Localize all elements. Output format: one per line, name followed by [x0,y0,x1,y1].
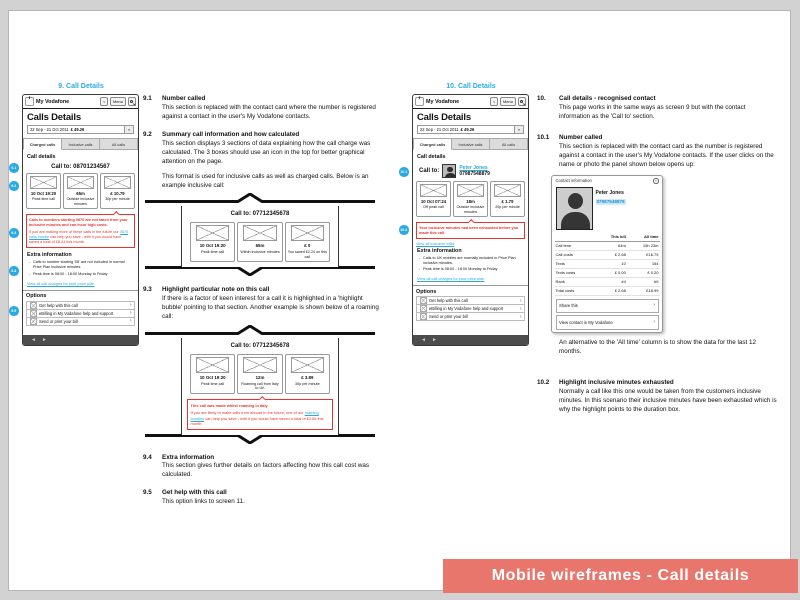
dropdown-caret-icon: ▾ [514,126,523,133]
highlight-bubble: This call was made whilst roaming in Italy If you are likely to make calls from abroad in the future, one of our roaming bundles can help you save - with it you would have saved a total of £2.56 this month. [187,399,333,430]
contact-name-link[interactable]: Peter Jones [459,165,488,171]
phone-header [413,95,528,109]
summary-box-duration: 12m Roaming call from Italy to UK [237,354,282,395]
menu-button[interactable]: Menu [110,97,125,106]
summary-box-duration: 18m Outside inclusive minutes [453,181,488,217]
back-button[interactable]: < [100,97,109,106]
image-placeholder-icon [196,357,229,373]
annotation-9-2: 9.2 Summary call information and how calculated This section displays 3 sections of data explaining how the call charge was calculated. The 3 boxes should use an icon in the top for better graphical attention on the page. This format is used for inclusive calls as well as charged calls. Below is an example inclusive call: [143,130,371,189]
period-label: 22 Sep - 21 Oct 2011 [420,127,459,132]
call-summary-boxes [23,173,138,209]
thumbnail-placeholder-icon [420,297,427,304]
call-to-number: Call to: 08701234567 [51,164,110,170]
callout-marker-10-2: 10.2 [399,225,409,235]
phone-nav-bar [413,335,528,345]
summary-box-duration: 65m Within inclusive minutes [237,222,282,263]
extra-information: Extra information - Calls to number starting '08' are not included in normal Price Plan inclusive minutes. - Peak time is 08:00 - 18:00 Monday to Friday [23,248,138,276]
period-label: 22 Sep - 21 Oct 2011 [30,127,69,132]
thumbnail-placeholder-icon [30,302,37,309]
contact-number-link[interactable]: 07987548879 [596,198,625,204]
section-title: Call details [27,154,56,160]
summary-box-cost: £ 1.79 20p per minute [490,181,525,217]
view-charges-link[interactable]: View all call charges for your price plan [417,276,485,282]
option-ebilling-help[interactable]: eBilling in My Vodafone help and support › [26,309,135,318]
search-icon [520,100,523,103]
option-get-help[interactable]: Get help with this call › [416,296,525,305]
thumbnail-placeholder-icon [420,313,427,320]
callout-marker-9-2: 9.2 [9,181,19,191]
option-send-print-bill[interactable]: Send or print your bill › [26,317,135,326]
contact-stats-table: This bill All time Call time 64m 15h 23m Call costs £ 2.68 £16.79 Texts 10 154 Texts costs £ 0.00 £ 0.20 Rank #4 #9 Total costs £ 2.68 £16.99 [555,233,660,296]
image-placeholder-icon [291,225,324,241]
table-row: Call time 64m 15h 23m [555,242,660,251]
nav-forward-icon[interactable]: ► [431,337,437,343]
slide-title-banner: Mobile wireframes - Call details [443,559,798,593]
torn-edge-top [145,193,375,204]
callout-marker-9-3: 9.3 [9,228,19,238]
phone-wireframe-screen-10 [412,94,529,346]
call-to-number: Call to: 07712345678 [230,211,290,218]
summary-box-cost: £ 10.79 30p per minute [100,173,135,209]
section-title: Call details [417,154,446,160]
image-placeholder-icon [243,357,276,373]
phone-header [23,95,138,109]
page-title: Calls Details [27,112,81,123]
alt-note: An alternative to the 'All time' column is to show the data for the last 12 months. [559,339,757,355]
annotation-9-5: 9.5 Get help with this call This option links to screen 11. [143,489,245,506]
summary-box-cost: £ 3.89 30p per minute [285,354,330,395]
app-title: My Vodafone [426,98,460,105]
chevron-right-icon: › [653,318,655,325]
period-amount: £ 49.26 [70,127,85,132]
nav-back-icon[interactable]: ◄ [421,337,426,343]
annotation-10-1: 10.1 Number called This section is replaced with the contact card as the number is registered against a contact in the user's My Vodafone contacts. If the user clicks on the name or photo the panel shown below opens up: [537,133,774,168]
share-this-button[interactable]: Share this › [556,299,659,313]
image-placeholder-icon [494,184,521,197]
summary-box-duration: 65m Outside inclusive minutes [63,173,98,209]
image-placeholder-icon [420,184,447,197]
billing-period-selector[interactable] [417,125,524,134]
extra-item: - Peak time is 08:00 - 18:00 Monday to Friday [29,272,134,277]
annotation-9-1: 9.1 Number called This section is replaced with the contact card where the number is registered against a contact in the user's My Vodafone contacts. [143,95,376,120]
example-roaming-call [145,325,375,447]
phone-wireframe-screen-9 [22,94,139,346]
chevron-right-icon: › [129,302,132,309]
annotation-10-2: 10.2 Highlight inclusive minutes exhausted Normally a call like this one would be taken from the customers inclusive minutes. In this scenario their inclusive minutes have been exhausted which is why the highlight points to the duration box. [537,378,777,413]
contact-information-card [551,175,663,333]
app-title: My Vodafone [36,98,70,105]
options-section: Options Get help with this call › eBilling in My Vodafone help and support › Send or print your bill › [23,290,138,326]
tab-charged-calls[interactable]: Charged calls [23,138,62,150]
chevron-right-icon: › [519,313,522,320]
chevron-right-icon: › [653,302,655,309]
view-inclusive-calls-link[interactable]: View all inclusive calls [416,241,455,247]
extra-item: - Calls to number starting '08' are not included in normal Price Plan inclusive minutes. [29,260,134,270]
summary-box-cost: £ 0 You saved £2.24 on this call [285,222,330,263]
vodafone-logo-icon: ’ [25,97,34,106]
image-placeholder-icon [243,225,276,241]
view-charges-link[interactable]: View all call charges for your price plan [27,280,95,286]
callout-marker-9-4: 9.4 [9,266,19,276]
thumbnail-placeholder-icon [30,310,37,317]
billing-period-selector[interactable] [27,125,134,134]
contact-photo[interactable] [442,164,456,178]
image-placeholder-icon [104,176,131,189]
callout-marker-10-1: 10.1 [399,167,409,177]
view-contact-button[interactable]: View contact in My Vodafone › [556,315,659,329]
chevron-right-icon: › [519,297,522,304]
page-title: Calls Details [417,112,471,123]
close-icon[interactable]: × [654,178,657,184]
image-placeholder-icon [457,184,484,197]
image-placeholder-icon [67,176,94,189]
period-amount: £ 49.26 [460,127,475,132]
contact-photo [556,187,593,230]
option-get-help[interactable]: Get help with this call › [26,301,135,310]
image-placeholder-icon [30,176,57,189]
annotations-screen-9 [143,95,381,516]
calls-tabs [413,138,528,150]
thumbnail-placeholder-icon [420,305,427,312]
nav-back-icon[interactable]: ◄ [31,337,36,343]
summary-box-date: 10 Oct 19:20 Peak time call [190,222,235,263]
search-icon [130,100,133,103]
option-send-print-bill[interactable]: Send or print your bill › [416,312,525,321]
search-button[interactable] [128,97,137,106]
table-row: Texts 10 154 [555,260,660,269]
summary-box-date: 10 Oct 19:20 Peak time call [26,173,61,209]
summary-box-date: 10 Oct 07:24 Off peak call [416,181,451,217]
callout-marker-9-1: 9.1 [9,163,19,173]
screen-10-title: 10. Call Details [446,83,496,90]
annotation-9-4: 9.4 Extra information This section gives further details on factors affecting how this call cost was calculated. [143,453,370,479]
screen-9-title: 9. Call Details [58,83,104,90]
nav-forward-icon[interactable]: ► [41,337,47,343]
extra-information: Extra information - Calls to UK mobiles are normally included in Price Plan inclusive minutes. - Peak time is 08:00 - 18:00 Monday to Friday [413,246,528,272]
search-button[interactable] [518,97,527,106]
image-placeholder-icon [291,357,324,373]
vodafone-logo-icon: ’ [415,97,424,106]
options-section: Options Get help with this call › eBilling in My Vodafone help and support › Send or print your bill › [413,285,528,321]
tab-inclusive-calls[interactable]: Inclusive calls [62,138,100,150]
call-to-number: Call to: 07712345678 [230,343,290,350]
contact-number: 07987548879 [459,171,490,177]
annotations-screen-10 [537,95,778,424]
call-summary-boxes [413,181,528,217]
call-to-contact: Call to: Peter Jones 07987548879 [413,162,528,181]
extra-item: - Peak time is 08:00 - 18:00 Monday to Friday [419,267,524,272]
example-inclusive-call [145,193,375,280]
tab-charged-calls[interactable]: Charged calls [413,138,452,150]
chevron-right-icon: › [129,318,132,325]
menu-button[interactable]: Menu [500,97,515,106]
chevron-right-icon: › [129,310,132,317]
dropdown-caret-icon: ▾ [124,126,133,133]
card-title: Contact information [555,178,592,184]
annotation-9-3: 9.3 Highlight particular note on this call If there is a factor of keen interest for a call it is highlighted in a 'highlight bubble' pointing to that section. Another example is shown below of a roaming call: [143,286,379,321]
table-row: Texts costs £ 0.00 £ 0.20 [555,269,660,278]
extra-item: - Calls to UK mobiles are normally included in Price Plan inclusive minutes. [419,256,524,266]
chevron-right-icon: › [519,305,522,312]
image-placeholder-icon [196,225,229,241]
back-button[interactable]: < [490,97,499,106]
thumbnail-placeholder-icon [30,318,37,325]
calls-tabs [23,138,138,150]
phone-nav-bar [23,335,138,345]
option-ebilling-help[interactable]: eBilling in My Vodafone help and support › [416,304,525,313]
highlight-bubble: Calls to numbers starting 0870 are not taken from your inclusive minutes and can incur high costs. If you are making more of these calls in the future our 0870 calls bundle can help you save - with it you would have saved a total of £8.24 this month. [26,214,135,248]
tab-inclusive-calls[interactable]: Inclusive calls [452,138,490,150]
tab-all-calls[interactable]: All calls [100,138,138,150]
table-row: Total costs £ 2.68 £16.99 [555,287,660,296]
table-row: Call costs £ 2.68 £16.79 [555,251,660,260]
callout-marker-9-5: 9.5 [9,306,19,316]
annotation-10: 10. Call details - recognised contact This page works in the same ways as screen 9 but with the contact information as the 'Call to' section. [537,95,746,120]
torn-edge-top [145,325,375,336]
contact-name: Peter Jones [595,190,624,197]
summary-box-date: 10 Oct 19:20 Peak time call [190,354,235,395]
tab-all-calls[interactable]: All calls [490,138,528,150]
highlight-bubble: Your inclusive minutes had been exhausted before you made this call. [416,222,525,239]
roaming-bundles-link[interactable]: roaming bundles [190,410,319,421]
bundle-link[interactable]: 0870 calls bundle [29,230,129,240]
table-row: Rank #4 #9 [555,278,660,287]
